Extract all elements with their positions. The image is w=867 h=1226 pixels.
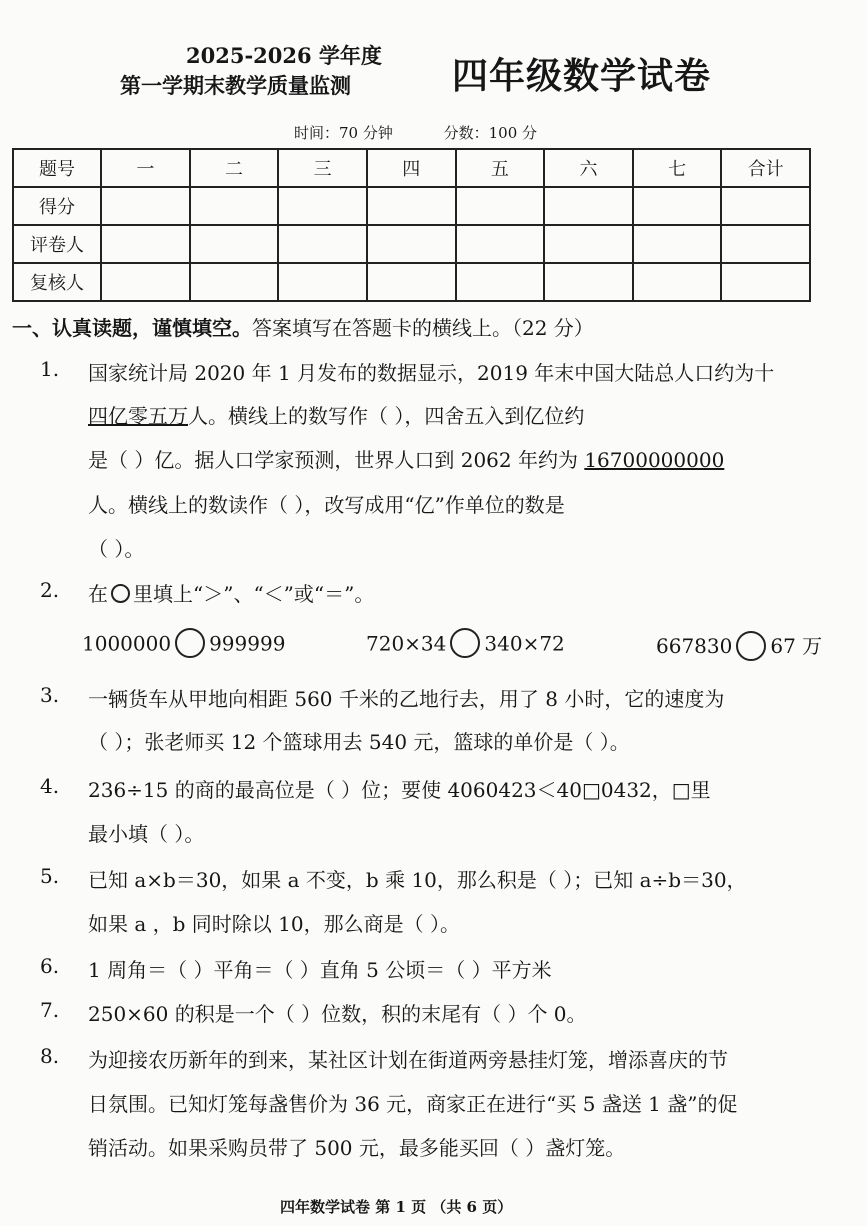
score-cell[interactable] [721, 263, 810, 301]
exam-score: 分数：100 分 [443, 124, 538, 142]
score-cell[interactable] [101, 225, 190, 263]
question-number: 3. [40, 683, 60, 707]
score-cell[interactable] [367, 187, 456, 225]
question-number: 7. [40, 998, 60, 1022]
score-cell[interactable] [721, 225, 810, 263]
score-cell[interactable] [278, 225, 367, 263]
score-row-label: 评卷人 [13, 225, 101, 263]
question-5-line: 如果 a ，b 同时除以 10，那么商是（ ）。 [88, 912, 460, 936]
comparison-left: 720×34 [366, 631, 447, 656]
score-cell[interactable] [721, 187, 810, 225]
comparison-left: 1000000 [82, 631, 172, 656]
score-cell[interactable] [544, 225, 633, 263]
question-1-text: 是（ ）亿。据人口学家预测，世界人口到 2062 年约为 [88, 448, 585, 472]
score-table-row [13, 263, 810, 301]
circle-icon [111, 584, 130, 603]
question-7-line: 250×60 的积是一个（ ）位数，积的末尾有（ ）个 0。 [88, 1002, 587, 1026]
question-number: 1. [40, 357, 60, 381]
question-1-line [88, 400, 584, 429]
question-number: 5. [40, 864, 60, 888]
score-cell[interactable] [367, 263, 456, 301]
answer-circle[interactable] [175, 628, 205, 658]
comparison-right: 67 万 [770, 634, 823, 658]
score-cell[interactable] [190, 225, 279, 263]
question-8-line: 日氛围。已知灯笼每盏售价为 36 元，商家正在进行“买 5 盏送 1 盏”的促 [88, 1092, 738, 1116]
score-cell[interactable] [456, 263, 545, 301]
question-2-line [88, 578, 374, 607]
exam-subtitle: 第一学期末教学质量监测 [120, 73, 351, 98]
score-cell[interactable] [633, 263, 722, 301]
question-6-line: 1 周角＝（ ）平角＝（ ）直角 5 公顷＝（ ）平方米 [88, 958, 552, 982]
underlined-number: 四亿零五万 [88, 404, 188, 428]
answer-circle[interactable] [450, 628, 480, 658]
score-cell[interactable] [633, 225, 722, 263]
score-col-header: 四 [367, 149, 456, 187]
score-col-header: 六 [544, 149, 633, 187]
comparison-item [366, 630, 565, 660]
score-cell[interactable] [456, 187, 545, 225]
section-1-note: 答案填写在答题卡的横线上。（22 分） [252, 316, 594, 340]
exam-title: 四年级数学试卷 [452, 55, 712, 97]
score-cell[interactable] [101, 187, 190, 225]
question-8-line: 销活动。如果采购员带了 500 元，最多能买回（ ）盏灯笼。 [88, 1136, 626, 1160]
question-1-line: 人。横线上的数读作（ ），改写成用“亿”作单位的数是 [88, 493, 565, 517]
section-1-heading [12, 312, 594, 341]
score-cell[interactable] [190, 187, 279, 225]
question-2-text: 里填上“＞”、“＜”或“＝”。 [133, 582, 375, 606]
exam-year: 2025-2026 学年度 [186, 43, 382, 68]
section-1-title: 一、认真读题，谨慎填空。 [12, 316, 252, 340]
question-1-line: （ ）。 [88, 537, 145, 561]
score-row-label: 得分 [13, 187, 101, 225]
question-8-line: 为迎接农历新年的到来，某社区计划在街道两旁悬挂灯笼，增添喜庆的节 [88, 1048, 728, 1072]
score-table-row [13, 187, 810, 225]
question-number: 8. [40, 1044, 60, 1068]
score-col-header: 题号 [13, 149, 101, 187]
comparison-item [82, 630, 285, 660]
question-number: 6. [40, 954, 60, 978]
score-cell[interactable] [456, 225, 545, 263]
page-footer: 四年数学试卷 第 1 页 （共 6 页） [280, 1198, 513, 1216]
question-3-line: 一辆货车从甲地向相距 560 千米的乙地行去，用了 8 小时，它的速度为 [88, 687, 725, 711]
question-1-text: 人。横线上的数写作（ ），四舍五入到亿位约 [188, 404, 585, 428]
score-cell[interactable] [544, 187, 633, 225]
question-number: 2. [40, 578, 60, 602]
score-col-header: 七 [633, 149, 722, 187]
question-4-line: 最小填（ ）。 [88, 822, 205, 846]
comparison-right: 999999 [209, 631, 286, 656]
exam-time: 时间：70 分钟 [294, 124, 393, 142]
score-cell[interactable] [101, 263, 190, 301]
question-2-text: 在 [88, 582, 108, 606]
comparison-right: 340×72 [484, 631, 565, 656]
question-1-line [88, 444, 724, 473]
exam-meta [294, 122, 583, 143]
question-number: 4. [40, 774, 60, 798]
answer-circle[interactable] [736, 631, 766, 661]
score-col-header: 一 [101, 149, 190, 187]
score-cell[interactable] [190, 263, 279, 301]
score-cell[interactable] [367, 225, 456, 263]
score-col-header: 二 [190, 149, 279, 187]
score-table [12, 148, 811, 302]
score-cell[interactable] [633, 187, 722, 225]
question-5-line: 已知 a×b＝30，如果 a 不变，b 乘 10，那么积是（ ）；已知 a÷b＝30， [88, 868, 747, 892]
score-col-header: 五 [456, 149, 545, 187]
comparison-left: 667830 [656, 634, 733, 658]
question-3-line: （ ）；张老师买 12 个篮球用去 540 元，篮球的单价是（ ）。 [88, 730, 630, 754]
comparison-item [656, 630, 822, 663]
underlined-number: 16700000000 [584, 448, 725, 472]
score-cell[interactable] [544, 263, 633, 301]
score-col-header: 三 [278, 149, 367, 187]
question-1-line: 国家统计局 2020 年 1 月发布的数据显示，2019 年末中国大陆总人口约为十 [88, 361, 775, 385]
score-cell[interactable] [278, 263, 367, 301]
score-row-label: 复核人 [13, 263, 101, 301]
score-table-header-row [13, 149, 810, 187]
score-table-row [13, 225, 810, 263]
score-cell[interactable] [278, 187, 367, 225]
score-col-header: 合计 [721, 149, 810, 187]
question-4-line: 236÷15 的商的最高位是（ ）位；要使 4060423＜40□0432，□里 [88, 778, 711, 802]
